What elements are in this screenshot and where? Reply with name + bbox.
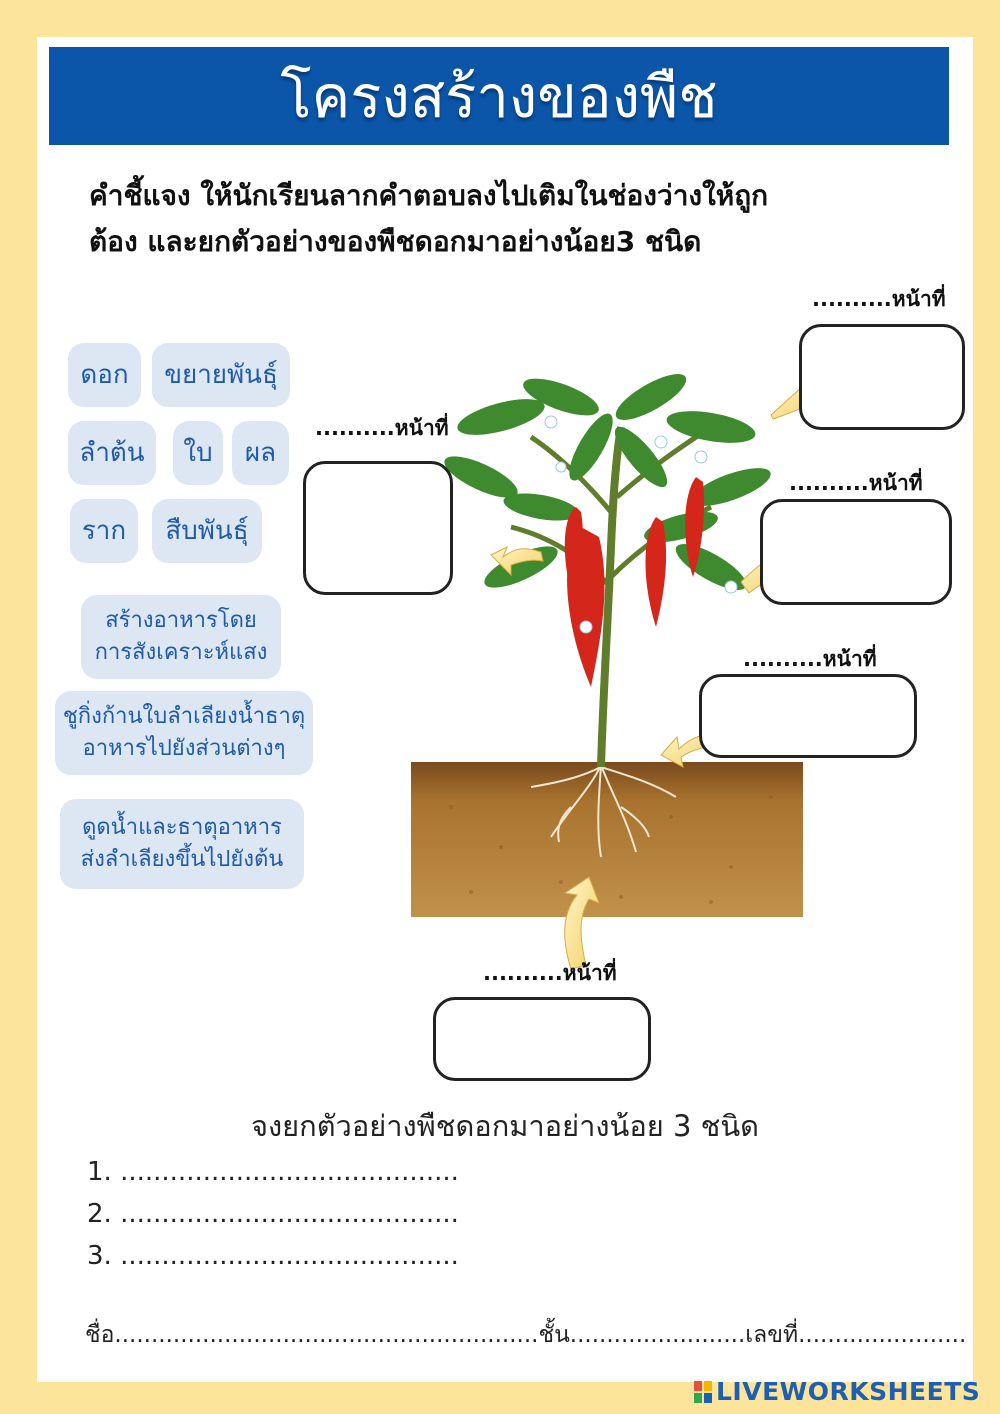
worksheet-page xyxy=(37,37,973,1382)
page-title: โครงสร้างของพืช xyxy=(49,47,949,145)
liveworksheets-logo xyxy=(694,1377,980,1406)
chili-fruits xyxy=(565,477,704,687)
chip-absorb-line-2: ส่งลำเลียงขึ้นไปยังต้น xyxy=(80,847,284,872)
answer-line-2[interactable]: 2. ......................................... xyxy=(87,1199,459,1229)
chip-absorb[interactable] xyxy=(60,799,304,889)
chip-flower[interactable]: ดอก xyxy=(68,343,141,407)
examples-question: จงยกตัวอย่างพืชดอกมาอย่างน้อย 3 ชนิด xyxy=(251,1109,759,1143)
chip-photosynthesis-line-1: สร้างอาหารโดย xyxy=(105,608,257,633)
chip-stem[interactable]: ลำต้น xyxy=(68,421,156,485)
arrow-root-icon xyxy=(565,877,599,969)
chip-fruit[interactable]: ผล xyxy=(232,421,289,485)
chip-absorb-line-1: ดูดน้ำและธาตุอาหาร xyxy=(82,815,282,840)
instructions-line-1: คำชี้แจง ให้นักเรียนลากคำตอบลงไปเติมในช่องว่างให้ถูก xyxy=(89,179,769,212)
chip-leaf[interactable]: ใบ xyxy=(173,421,223,485)
drop-box-stem[interactable] xyxy=(699,674,917,758)
answer-line-1[interactable]: 1. ......................................... xyxy=(87,1157,459,1187)
liveworksheets-mark-icon xyxy=(694,1381,712,1403)
role-label-root: ..........หน้าที่ xyxy=(483,961,617,985)
answer-line-3[interactable]: 3. ......................................... xyxy=(87,1241,459,1271)
chip-propagate[interactable]: สืบพันธุ์ xyxy=(152,499,262,563)
instructions-line-2: ต้อง และยกตัวอย่างของพืชดอกมาอย่างน้อย3 ชนิด xyxy=(89,225,702,258)
chip-photosynthesis-line-2: การสังเคราะห์แสง xyxy=(94,640,268,665)
chip-transport-line-2: อาหารไปยังส่วนต่างๆ xyxy=(82,736,286,761)
chip-reproduce[interactable]: ขยายพันธุ์ xyxy=(152,343,290,407)
chip-transport[interactable] xyxy=(55,691,313,775)
drop-box-leaf[interactable] xyxy=(303,461,453,595)
student-info-line: ชื่อ..........................................................ชั้น........................เลขที่....................... xyxy=(85,1322,967,1348)
drop-box-flower[interactable] xyxy=(799,324,965,430)
drop-box-root[interactable] xyxy=(433,997,651,1081)
chip-root[interactable]: ราก xyxy=(70,499,138,563)
role-label-stem: ..........หน้าที่ xyxy=(743,647,877,671)
role-label-leaf: ..........หน้าที่ xyxy=(315,416,449,440)
role-label-flower: ..........หน้าที่ xyxy=(812,287,946,311)
chip-photosynthesis[interactable] xyxy=(81,595,281,679)
soil xyxy=(411,762,803,917)
drop-box-fruit[interactable] xyxy=(760,499,952,605)
brand-name: LIVEWORKSHEETS xyxy=(716,1377,981,1406)
chip-transport-line-1: ชูกิ่งก้านใบลำเลียงน้ำธาตุ xyxy=(62,704,306,729)
role-label-fruit: ..........หน้าที่ xyxy=(789,471,923,495)
instructions xyxy=(89,173,949,265)
